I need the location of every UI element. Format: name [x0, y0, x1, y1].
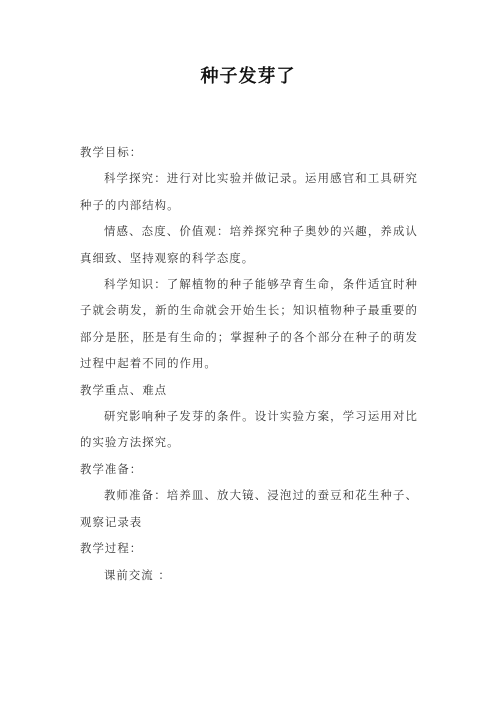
document-body [80, 139, 418, 588]
paragraph-teacher-preparation: 教师准备：培养皿、放大镜、浸泡过的蚕豆和花生种子、观察记录表 [80, 488, 418, 529]
paragraph-attitude-values: 情感、态度、价值观：培养探究种子奥妙的兴趣，养成认真细致、坚持观察的科学态度。 [80, 224, 418, 265]
heading-key-points: 教学重点、难点 [80, 382, 168, 397]
document-title: 种子发芽了 [200, 66, 296, 87]
heading-preparation: 教学准备： [80, 461, 143, 476]
heading-teaching-process: 教学过程： [80, 541, 143, 556]
paragraph-key-points: 研究影响种子发芽的条件。设计实验方案，学习运用对比的实验方法探究。 [80, 409, 418, 450]
paragraph-pre-class-exchange: 课前交流 ： [103, 567, 171, 582]
heading-teaching-goals: 教学目标： [80, 145, 143, 159]
paragraph-science-knowledge: 科学知识：了解植物的种子能够孕育生命，条件适宜时种子就会萌发，新的生命就会开始生长；知识植物种子最重要的部分是胚，胚是有生命的；掌握种子的各个部分在种子的萌发过程中起着不同的作用。 [80, 277, 418, 371]
paragraph-science-inquiry: 科学探究：进行对比实验并做记录。运用感官和工具研究种子的内部结构。 [80, 171, 418, 212]
